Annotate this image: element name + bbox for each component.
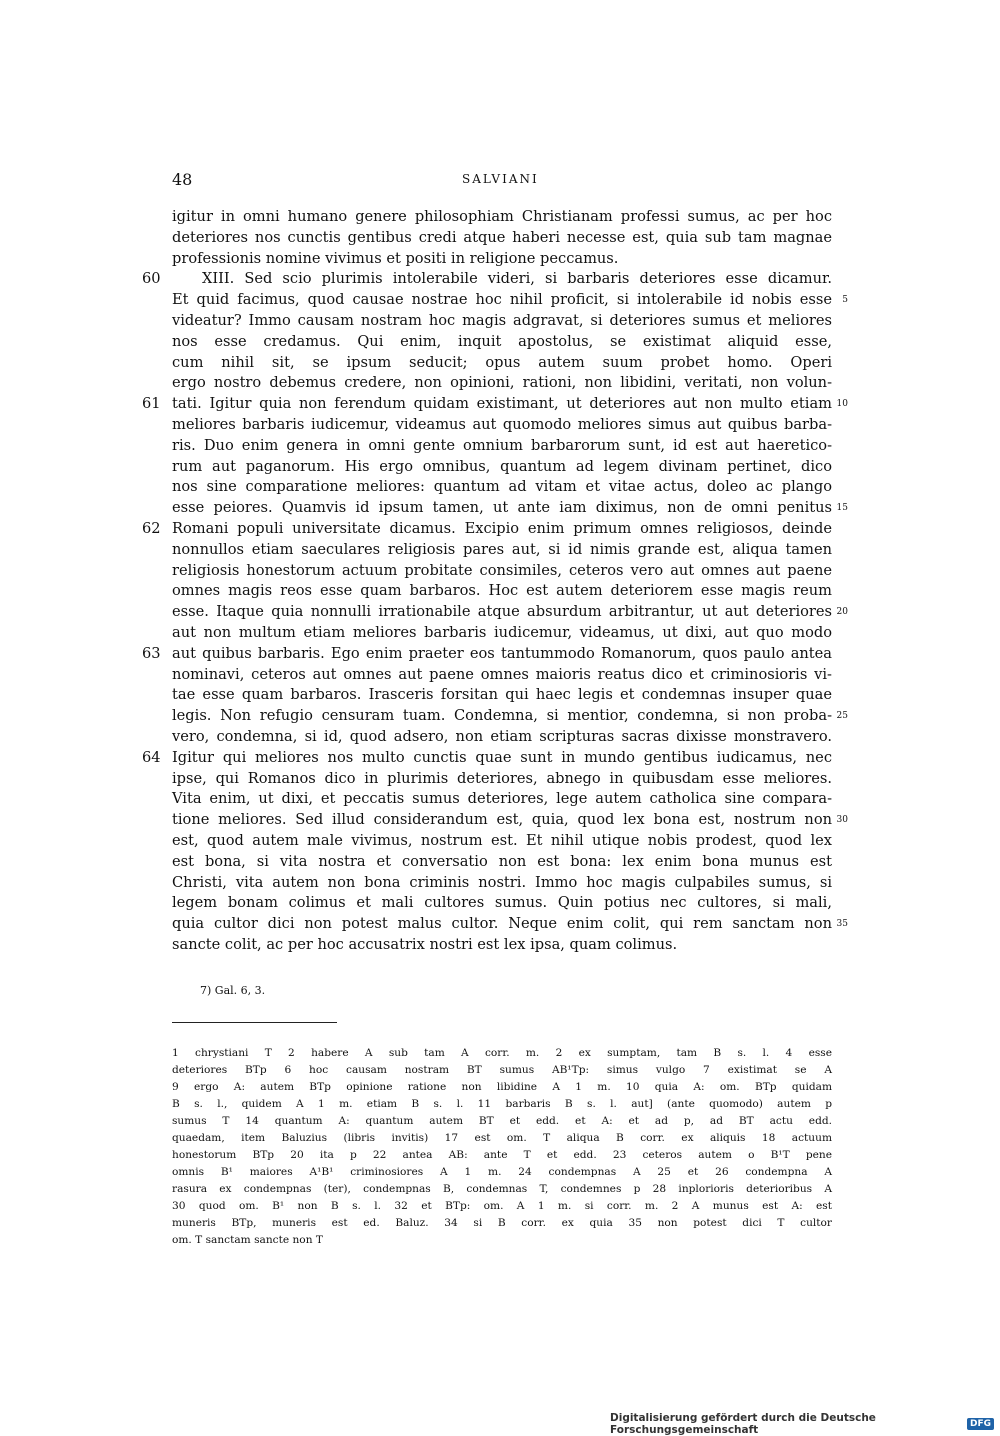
line-text: nominavi, ceteros aut omnes aut paene omnes maioris reatus dico et criminosioris vi- [172, 665, 832, 683]
text-line [172, 311, 832, 332]
page-header [172, 170, 832, 190]
line-text: esse peiores. Quamvis id ipsum tamen, ut ante iam diximus, non de omni penitus [172, 499, 832, 517]
line-number: 20 [836, 607, 848, 618]
text-line [172, 685, 832, 706]
text-line [172, 914, 848, 935]
section-number: 63 [142, 644, 161, 662]
line-text: sancte colit, ac per hoc accusatrix nostri est lex ipsa, quam colimus. [172, 935, 678, 953]
text-line [172, 290, 848, 311]
text-line [142, 748, 832, 769]
text-line [172, 581, 832, 602]
footnote: 7) Gal. 6, 3. [200, 984, 266, 997]
section-number: 60 [142, 270, 161, 288]
text-line [142, 519, 832, 540]
line-text: rum aut paganorum. His ergo omnibus, quantum ad legem divinam pertinet, dico [172, 457, 832, 475]
text-line [172, 852, 832, 873]
text-line [172, 207, 832, 228]
dfg-logo: DFG [967, 1418, 994, 1430]
line-text: omnes magis reos esse quam barbaros. Hoc est autem deteriorem esse magis reum [172, 582, 832, 600]
section-number: 64 [142, 748, 161, 766]
line-text: professionis nomine vivimus et positi in religione peccamus. [172, 249, 619, 267]
section-number: 62 [142, 519, 161, 537]
line-text: videatur? Immo causam nostram hoc magis adgravat, si deteriores sumus et meliores [172, 311, 832, 329]
line-text: nonnullos etiam saeculares religiosis pares aut, si id nimis grande est, aliqua tamen [172, 540, 832, 558]
line-number: 10 [836, 399, 848, 410]
text-line [172, 935, 832, 956]
apparatus-line: rasura ex condempnas (ter), condempnas B, condemnas T, condemnes p 28 inplorioris deterioribus A [172, 1183, 832, 1195]
apparatus-line: B s. l., quidem A 1 m. etiam B s. l. 11 barbaris B s. l. aut] (ante quomodo) autem p [172, 1098, 832, 1110]
section-number: 61 [142, 395, 161, 413]
line-text: ergo nostro debemus credere, non opinioni, rationi, non libidini, veritati, non volun- [172, 374, 832, 392]
text-line [172, 228, 832, 249]
text-line [172, 498, 848, 519]
apparatus-line: honestorum BTp 20 ita p 22 antea AB: ante T et edd. 23 ceteros autem o B¹T pene [172, 1149, 832, 1161]
line-text: tione meliores. Sed illud considerandum est, quia, quod lex bona est, nostrum non [172, 811, 832, 829]
line-text: Christi, vita autem non bona criminis nostri. Immo hoc magis culpabiles sumus, si [172, 873, 832, 891]
text-line [142, 269, 832, 290]
text-line [172, 623, 832, 644]
line-text: Vita enim, ut dixi, et peccatis sumus deteriores, lege autem catholica sine compara- [172, 790, 832, 808]
line-text: deteriores nos cunctis gentibus credi atque haberi necesse est, quia sub tam magnae [172, 228, 832, 246]
line-number: 30 [836, 815, 848, 826]
line-text: tati. Igitur quia non ferendum quidam existimant, ut deteriores aut non multo etiam [172, 395, 832, 413]
line-text: ipse, qui Romanos dico in plurimis deteriores, abnego in quibusdam esse meliores. [172, 769, 832, 787]
text-line [172, 893, 832, 914]
text-line [172, 415, 832, 436]
line-text: Igitur qui meliores nos multo cunctis quae sunt in mundo gentibus iudicamus, nec [172, 748, 832, 766]
text-line [142, 644, 832, 665]
footnote-divider [172, 1022, 337, 1023]
line-number: 25 [836, 711, 848, 722]
line-text: est, quod autem male vivimus, nostrum est. Et nihil utique nobis prodest, quod lex [172, 831, 832, 849]
line-text: nos sine comparatione meliores: quantum ad vitam et vitae actus, doleo ac plango [172, 478, 832, 496]
text-line [172, 789, 832, 810]
line-text: ris. Duo enim genera in omni gente omnium barbarorum sunt, id est aut haeretico- [172, 436, 832, 454]
line-text: vero, condemna, si id, quod adsero, non etiam scripturas sacras dixisse monstravero. [172, 727, 832, 745]
line-text: cum nihil sit, se ipsum seducit; opus autem suum probet homo. Operi [172, 353, 832, 371]
line-text: quia cultor dici non potest malus cultor. Neque enim colit, qui rem sanctam non [172, 915, 832, 933]
text-line [172, 332, 832, 353]
footer-text: Digitalisierung gefördert durch die Deutsche Forschungsgemeinschaft [610, 1412, 876, 1436]
apparatus-line: sumus T 14 quantum A: quantum autem BT et edd. et A: et ad p, ad BT actu edd. [172, 1115, 832, 1127]
line-text: religiosis honestorum actuum probitate consimiles, ceteros vero aut omnes aut paene [172, 561, 832, 579]
text-line [172, 706, 848, 727]
line-text: Et quid facimus, quod causae nostrae hoc nihil proficit, si intolerabile id nobis esse [172, 291, 832, 309]
line-text: igitur in omni humano genere philosophiam Christianam professi sumus, ac per hoc [172, 208, 832, 225]
apparatus-line: 9 ergo A: autem BTp opinione ratione non libidine A 1 m. 10 quia A: om. BTp quidam [172, 1081, 832, 1093]
line-text: XIII. Sed scio plurimis intolerabile videri, si barbaris deteriores esse dicamur. [202, 270, 832, 288]
line-text: tae esse quam barbaros. Irasceris forsitan qui haec legis et condemnas insuper quae [172, 686, 832, 704]
line-text: Romani populi universitate dicamus. Excipio enim primum omnes religiosos, deinde [172, 519, 832, 537]
text-line [172, 477, 832, 498]
line-text: meliores barbaris iudicemur, videamus aut quomodo meliores simus aut quibus barba- [172, 415, 832, 433]
apparatus-line: deteriores BTp 6 hoc causam nostram BT sumus AB¹Tp: simus vulgo 7 existimat se A [172, 1064, 832, 1076]
text-line [172, 665, 832, 686]
text-line [172, 727, 832, 748]
text-line [172, 769, 832, 790]
line-text: aut non multum etiam meliores barbaris iudicemur, videamus, ut dixi, aut quo modo [172, 623, 832, 641]
text-line [172, 249, 832, 270]
text-line [172, 561, 832, 582]
apparatus-line: om. T sanctam sancte non T [172, 1234, 323, 1246]
line-number: 35 [836, 919, 848, 930]
running-head: SALVIANI [462, 172, 539, 186]
critical-apparatus [172, 1045, 832, 1249]
text-line [172, 373, 832, 394]
text-line [172, 831, 832, 852]
main-text [142, 207, 848, 956]
dfg-footer[interactable] [610, 1412, 994, 1436]
line-number: 5 [842, 295, 848, 306]
text-line [172, 436, 832, 457]
line-text: est bona, si vita nostra et conversatio non est bona: lex enim bona munus est [172, 852, 832, 870]
line-text: aut quibus barbaris. Ego enim praeter eos tantummodo Romanorum, quos paulo antea [172, 644, 832, 662]
apparatus-line: muneris BTp, muneris est ed. Baluz. 34 si B corr. ex quia 35 non potest dici T cultor [172, 1217, 832, 1229]
line-text: nos esse credamus. Qui enim, inquit apostolus, se existimat aliquid esse, [172, 332, 832, 350]
apparatus-line: 1 chrystiani T 2 habere A sub tam A corr. m. 2 ex sumptam, tam B s. l. 4 esse [172, 1047, 832, 1059]
line-number: 15 [836, 503, 848, 514]
page-number: 48 [172, 170, 193, 189]
text-line [172, 873, 832, 894]
text-line [172, 540, 832, 561]
line-text: legis. Non refugio censuram tuam. Condemna, si mentior, condemna, si non proba- [172, 707, 832, 725]
apparatus-line: omnis B¹ maiores A¹B¹ criminosiores A 1 m. 24 condempnas A 25 et 26 condempna A [172, 1166, 832, 1178]
text-line [172, 602, 848, 623]
apparatus-line: quaedam, item Baluzius (libris invitis) 17 est om. T aliqua B corr. ex aliquis 18 actuum [172, 1132, 832, 1144]
line-text: legem bonam colimus et mali cultores sumus. Quin potius nec cultores, si mali, [172, 894, 832, 912]
text-line [172, 810, 848, 831]
text-line [142, 394, 848, 415]
text-line [172, 353, 832, 374]
apparatus-line: 30 quod om. B¹ non B s. l. 32 et BTp: om. A 1 m. si corr. m. 2 A munus est A: est [172, 1200, 832, 1212]
text-line [172, 457, 832, 478]
line-text: esse. Itaque quia nonnulli irrationabile atque absurdum arbitrantur, ut aut deteriores [172, 603, 832, 621]
